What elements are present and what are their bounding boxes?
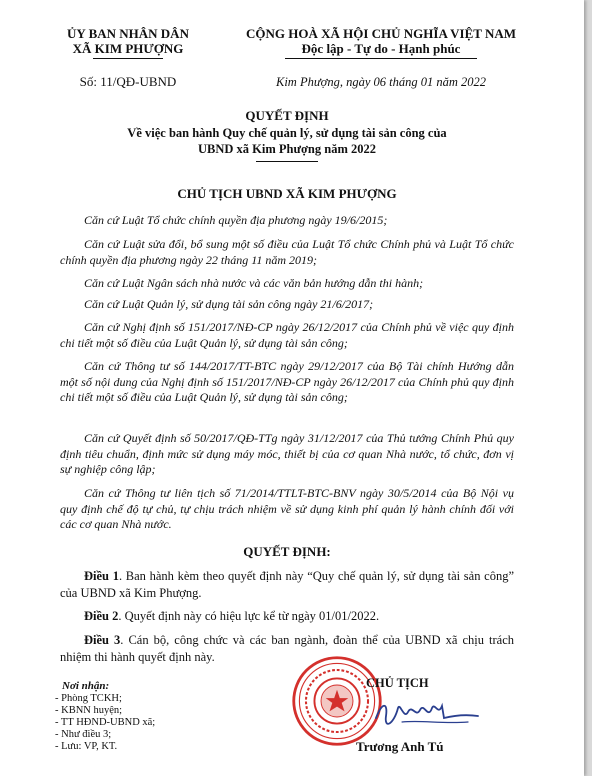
article-1: Điều 1. Ban hành kèm theo quyết định này “Quy chế quản lý, sử dụng tài sản công” của UBND xã Kim Phượng. — [60, 569, 514, 600]
recipients-heading: Nơi nhận: — [62, 680, 110, 692]
place-date: Kim Phượng, ngày 06 tháng 01 năm 2022 — [275, 75, 486, 89]
recipient-item: - Phòng TCKH; — [55, 693, 122, 704]
document-type: QUYẾT ĐỊNH — [245, 108, 329, 123]
legal-basis-7: Căn cứ Quyết định số 50/2017/QĐ-TTg ngày 31/12/2017 của Thủ tướng Chính Phủ quy định tiêu chuẩn, định mức sử dụng máy móc, thiết bị của cơ quan Nhà nước, tổ chức, đơn vị sự nghiệp công lập; — [60, 431, 514, 477]
legal-basis-5: Căn cứ Nghị định số 151/2017/NĐ-CP ngày 26/12/2017 của Chính phủ về việc quy định chi tiết một số điều của Luật Quản lý, sử dụng tài sản công; — [60, 320, 514, 350]
handwritten-signature-icon — [372, 694, 482, 730]
org-underline — [93, 58, 163, 59]
official-seal-icon — [290, 654, 384, 748]
issuing-authority: CHỦ TỊCH UBND XÃ KIM PHƯỢNG — [177, 186, 397, 201]
legal-basis-6: Căn cứ Thông tư số 144/2017/TT-BTC ngày 29/12/2017 của Bộ Tài chính Hướng dẫn một số nội dung của Nghị định số 151/2017/NĐ-CP ngày 26/12/2017 của Chính phủ quy định chi tiết một số điều của Luật Quản lý, sử dụng tài sản công; — [60, 359, 514, 405]
recipient-item: - Lưu: VP, KT. — [55, 741, 118, 752]
legal-basis-2: Căn cứ Luật sửa đổi, bổ sung một số điều của Luật Tổ chức Chính phủ và Luật Tổ chức chính quyền địa phương ngày 22 tháng 11 năm 2019; — [60, 237, 514, 267]
motto-underline — [285, 58, 477, 59]
motto: Độc lập - Tự do - Hạnh phúc — [301, 41, 461, 56]
subject-line1: Về việc ban hành Quy chế quản lý, sử dụng tài sản công của — [127, 126, 447, 140]
org-line1: ỦY BAN NHÂN DÂN — [67, 26, 189, 41]
nation-title: CỘNG HOÀ XÃ HỘI CHỦ NGHĨA VIỆT NAM — [245, 26, 517, 41]
recipient-item: - KBNN huyện; — [55, 705, 123, 716]
legal-basis-8: Căn cứ Thông tư liên tịch số 71/2014/TTLT-BTC-BNV ngày 30/5/2014 của Bộ Nội vụ quy định chế độ tự chủ, tự chịu trách nhiệm về sử dụng kinh phí quản lý hành chính đối với các cơ quan Nhà nước. — [60, 486, 514, 532]
legal-basis-3: Căn cứ Luật Ngân sách nhà nước và các văn bản hướng dẫn thi hành; — [84, 276, 424, 290]
legal-basis-1: Căn cứ Luật Tổ chức chính quyền địa phương ngày 19/6/2015; — [84, 213, 388, 227]
title-rule — [256, 161, 318, 162]
signer-title: CHỦ TỊCH — [366, 676, 429, 690]
article-3: Điều 3. Cán bộ, công chức và các ban ngành, đoàn thể của UBND xã chịu trách nhiệm thi hành quyết định này. — [60, 633, 515, 664]
legal-basis-4: Căn cứ Luật Quản lý, sử dụng tài sản công ngày 21/6/2017; — [84, 297, 374, 311]
recipient-item: - TT HĐND-UBND xã; — [55, 717, 156, 728]
article-2: Điều 2. Quyết định này có hiệu lực kể từ ngày 01/01/2022. — [84, 609, 380, 623]
signer-name: Trương Anh Tú — [356, 739, 444, 754]
org-line2: XÃ KIM PHƯỢNG — [72, 41, 184, 56]
recipient-item: - Như điều 3; — [55, 729, 112, 740]
document-number: Số: 11/QĐ-UBND — [79, 74, 177, 89]
subject-line2: UBND xã Kim Phượng năm 2022 — [198, 142, 376, 156]
decision-heading: QUYẾT ĐỊNH: — [243, 544, 331, 559]
